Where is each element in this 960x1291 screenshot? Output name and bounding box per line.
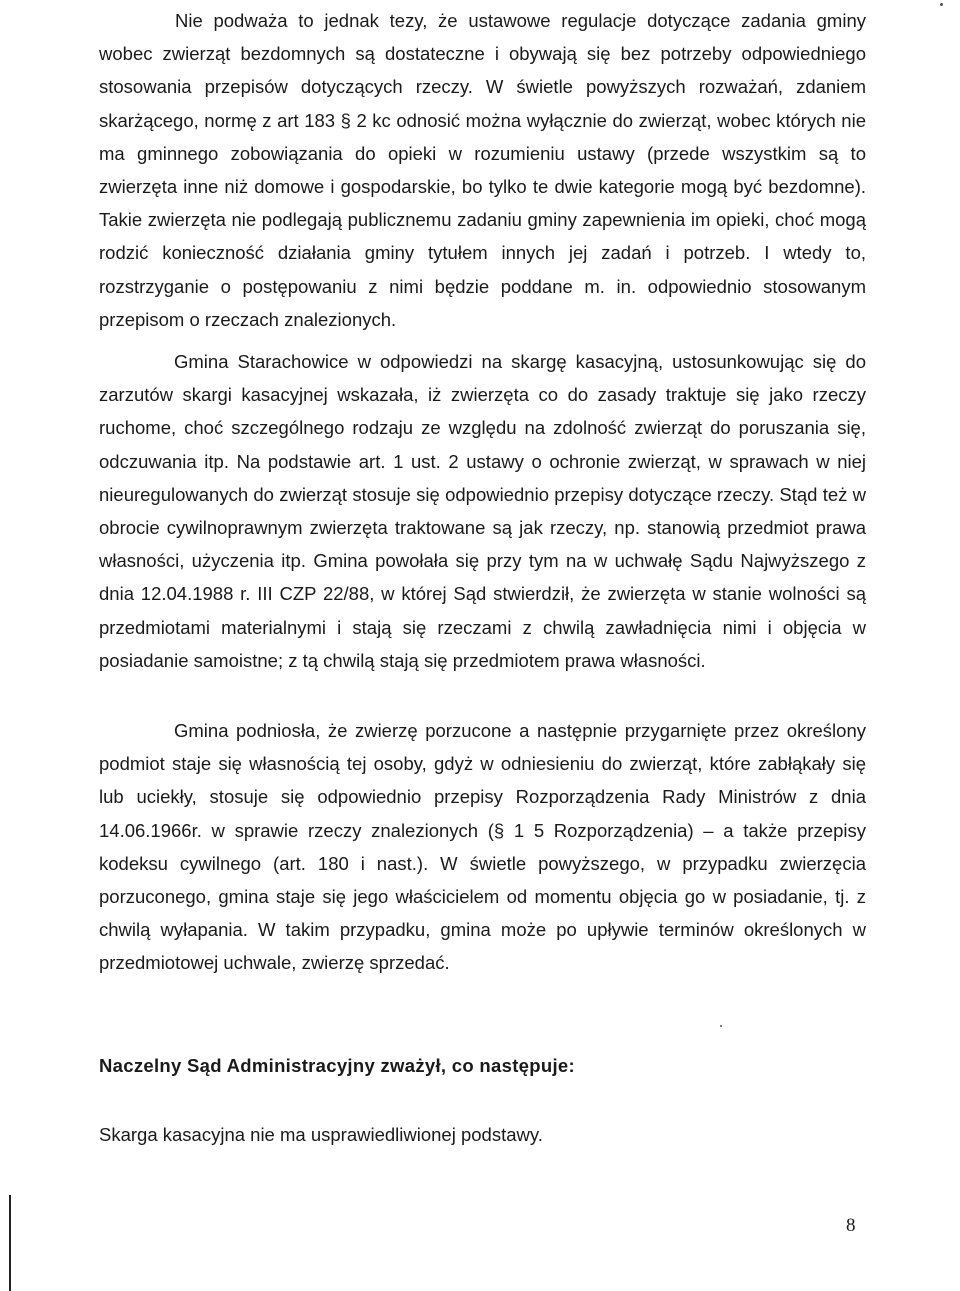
closing-sentence: Skarga kasacyjna nie ma usprawiedliwionej podstawy. xyxy=(99,1124,543,1145)
page-number: 8 xyxy=(846,1215,856,1236)
paragraph-2: Gmina Starachowice w odpowiedzi na skargę kasacyjną, ustosunkowując się do zarzutów skargi kasacyjnej wskazała, iż zwierzęta co do zasady traktuje się jako rzeczy ruchome, choć szczególnego rodzaju ze względu na zdolność zwierząt do poruszania się, odczuwania itp. Na podstawie art. 1 ust. 2 ustawy o ochronie zwierząt, w sprawach w niej nieuregulowanych do zwierząt stosuje się odpowiednio przepisy dotyczące rzeczy. Stąd też w obrocie cywilnoprawnym zwierzęta traktowane są jak rzeczy, np. stanowią przedmiot prawa własności, użyczenia itp. Gmina powołała się przy tym na w uchwałę Sądu Najwyższego z dnia 12.04.1988 r. III CZP 22/88, w której Sąd stwierdził, że zwierzęta w stanie wolności są przedmiotami materialnymi i stają się rzeczami z chwilą zawładnięcia nimi i objęcia w posiadanie samoistne; z tą chwilą stają się przedmiotem prawa własności. xyxy=(99,351,866,671)
scan-speck xyxy=(940,3,943,6)
section-heading: Naczelny Sąd Administracyjny zważył, co następuje: xyxy=(99,1055,575,1076)
scan-speck xyxy=(720,1025,722,1027)
paragraph-1: Nie podważa to jednak tezy, że ustawowe regulacje dotyczące zadania gminy wobec zwierząt bezdomnych są dostateczne i obywają się bez potrzeby odpowiedniego stosowania przepisów dotyczących rzeczy. W świetle powyższych rozważań, zdaniem skarżącego, normę z art 183 § 2 kc odnosić można wyłącznie do zwierząt, wobec których nie ma gminnego zobowiązania do opieki w rozumieniu ustawy (przede wszystkim są to zwierzęta inne niż domowe i gospodarskie, bo tylko te dwie kategorie mogą być bezdomne). Takie zwierzęta nie podlegają publicznemu zadaniu gminy zapewnienia im opieki, choć mogą rodzić konieczność działania gminy tytułem innych jej zadań i potrzeb. I wtedy to, rozstrzyganie o postępowaniu z nimi będzie poddane m. in. odpowiednio stosowanym przepisom o rzeczach znalezionych. xyxy=(99,10,866,330)
paragraph-3: Gmina podniosła, że zwierzę porzucone a następnie przygarnięte przez określony podmiot staje się własnością tej osoby, gdyż w odniesieniu do zwierząt, które zabłąkały się lub uciekły, stosuje się odpowiednio przepisy Rozporządzenia Rady Ministrów z dnia 14.06.1966r. w sprawie rzeczy znalezionych (§ 1 5 Rozporządzenia) – a także przepisy kodeksu cywilnego (art. 180 i nast.). W świetle powyższego, w przypadku zwierzęcia porzuconego, gmina staje się jego właścicielem od momentu objęcia go w posiadanie, tj. z chwilą wyłapania. W takim przypadku, gmina może po upływie terminów określonych w przedmiotowej uchwale, zwierzę sprzedać. xyxy=(99,720,866,974)
margin-scan-line xyxy=(9,1195,11,1291)
